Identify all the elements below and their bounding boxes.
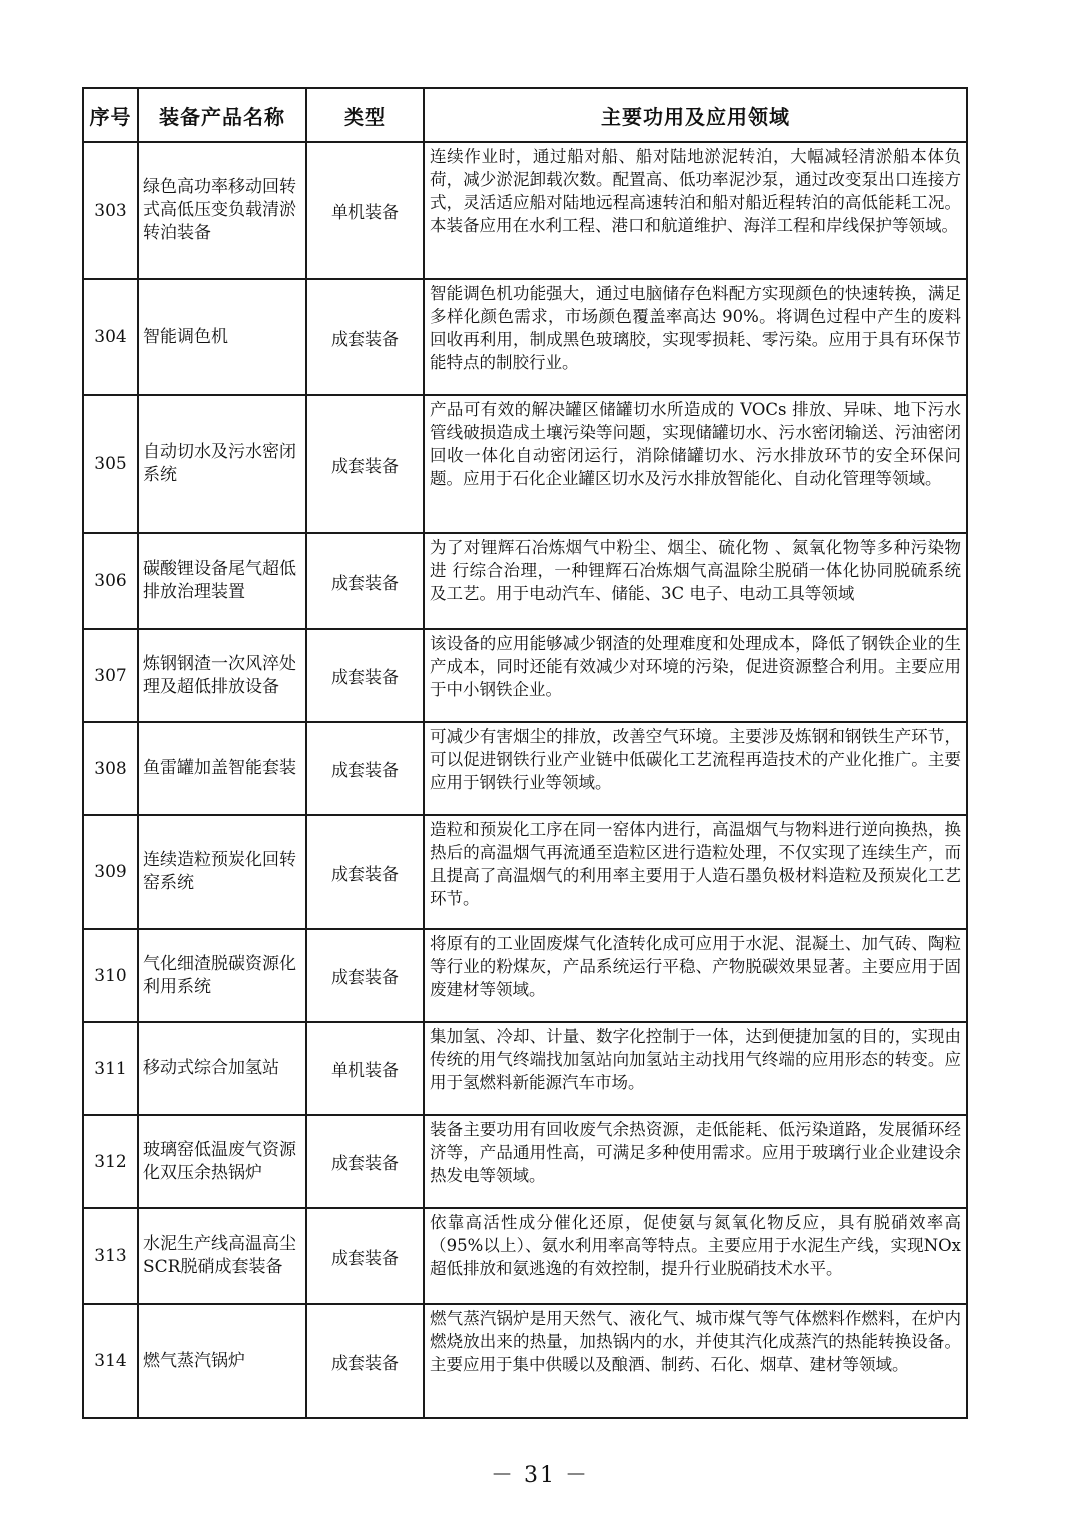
table-row bbox=[83, 1022, 967, 1115]
row-type: 单机装备 bbox=[306, 142, 424, 279]
page-number: － 31 － bbox=[491, 1463, 589, 1488]
row-seq: 312 bbox=[83, 1115, 138, 1208]
table-row bbox=[83, 279, 967, 395]
row-desc: 将原有的工业固废煤气化渣转化成可应用于水泥、混凝土、加气砖、陶粒等行业的粉煤灰，产品系统运行平稳、产物脱碳效果显著。主要应用于固废建材等领域。 bbox=[424, 929, 967, 1022]
row-type: 成套装备 bbox=[306, 1208, 424, 1304]
row-seq: 306 bbox=[83, 533, 138, 629]
equipment-table bbox=[82, 87, 968, 1419]
table-row bbox=[83, 142, 967, 279]
row-desc: 该设备的应用能够减少钢渣的处理难度和处理成本，降低了钢铁企业的生产成本，同时还能有效减少对环境的污染，促进资源整合利用。主要应用于中小钢铁企业。 bbox=[424, 629, 967, 722]
row-name: 连续造粒预炭化回转窑系统 bbox=[138, 815, 306, 929]
header-type: 类型 bbox=[306, 88, 424, 142]
row-seq: 314 bbox=[83, 1304, 138, 1418]
row-desc: 造粒和预炭化工序在同一窑体内进行，高温烟气与物料进行逆向换热，换热后的高温烟气再流通至造粒区进行造粒处理，不仅实现了连续生产，而且提高了高温烟气的利用率主要用于人造石墨负极材料造粒及预炭化工艺环节。 bbox=[424, 815, 967, 929]
row-desc: 装备主要功用有回收废气余热资源，走低能耗、低污染道路，发展循环经济等，产品通用性高，可满足多种使用需求。应用于玻璃行业企业建设余热发电等领域。 bbox=[424, 1115, 967, 1208]
row-seq: 304 bbox=[83, 279, 138, 395]
row-name: 气化细渣脱碳资源化利用系统 bbox=[138, 929, 306, 1022]
table-row bbox=[83, 1208, 967, 1304]
row-type: 成套装备 bbox=[306, 722, 424, 815]
table-header-row bbox=[83, 88, 967, 142]
row-desc: 智能调色机功能强大，通过电脑储存色料配方实现颜色的快速转换，满足多样化颜色需求，市场颜色覆盖率高达 90%。将调色过程中产生的废料回收再利用，制成黑色玻璃胶，实现零损耗、零污染。应用于具有环保节能特点的制胶行业。 bbox=[424, 279, 967, 395]
row-desc: 可减少有害烟尘的排放，改善空气环境。主要涉及炼钢和钢铁生产环节，可以促进钢铁行业产业链中低碳化工艺流程再造技术的产业化推广。主要应用于钢铁行业等领域。 bbox=[424, 722, 967, 815]
row-type: 成套装备 bbox=[306, 533, 424, 629]
row-name: 绿色高功率移动回转式高低压变负载清淤转泊装备 bbox=[138, 142, 306, 279]
row-type: 单机装备 bbox=[306, 1022, 424, 1115]
row-type: 成套装备 bbox=[306, 279, 424, 395]
row-desc: 为了对锂辉石冶炼烟气中粉尘、烟尘、硫化物 、氮氧化物等多种污染物进 行综合治理，一种锂辉石冶炼烟气高温除尘脱硝一体化协同脱硫系统及工艺。用于电动汽车、储能、3C 电子、电动工具等领域 bbox=[424, 533, 967, 629]
table-row bbox=[83, 629, 967, 722]
row-seq: 307 bbox=[83, 629, 138, 722]
row-seq: 313 bbox=[83, 1208, 138, 1304]
table-row bbox=[83, 395, 967, 533]
row-seq: 303 bbox=[83, 142, 138, 279]
row-type: 成套装备 bbox=[306, 1115, 424, 1208]
row-desc: 集加氢、冷却、计量、数字化控制于一体，达到便捷加氢的目的，实现由传统的用气终端找加氢站向加氢站主动找用气终端的应用形态的转变。应用于氢燃料新能源汽车市场。 bbox=[424, 1022, 967, 1115]
row-name: 水泥生产线高温高尘SCR脱硝成套装备 bbox=[138, 1208, 306, 1304]
row-name: 炼钢钢渣一次风淬处理及超低排放设备 bbox=[138, 629, 306, 722]
table-row bbox=[83, 722, 967, 815]
row-seq: 310 bbox=[83, 929, 138, 1022]
row-name: 智能调色机 bbox=[138, 279, 306, 395]
row-name: 碳酸锂设备尾气超低排放治理装置 bbox=[138, 533, 306, 629]
row-name: 自动切水及污水密闭系统 bbox=[138, 395, 306, 533]
row-desc: 燃气蒸汽锅炉是用天然气、液化气、城市煤气等气体燃料作燃料，在炉内燃烧放出来的热量，加热锅内的水，并使其汽化成蒸汽的热能转换设备。主要应用于集中供暖以及酿酒、制药、石化、烟草、建材等领域。 bbox=[424, 1304, 967, 1418]
table-row bbox=[83, 533, 967, 629]
header-desc: 主要功用及应用领域 bbox=[424, 88, 967, 142]
header-seq: 序号 bbox=[83, 88, 138, 142]
row-type: 成套装备 bbox=[306, 929, 424, 1022]
row-desc: 产品可有效的解决罐区储罐切水所造成的 VOCs 排放、异味、地下污水管线破损造成土壤污染等问题，实现储罐切水、污水密闭输送、污油密闭回收一体化自动密闭运行，消除储罐切水、污水排放环节的安全环保问题。应用于石化企业罐区切水及污水排放智能化、自动化管理等领域。 bbox=[424, 395, 967, 533]
row-type: 成套装备 bbox=[306, 815, 424, 929]
row-name: 移动式综合加氢站 bbox=[138, 1022, 306, 1115]
row-seq: 305 bbox=[83, 395, 138, 533]
row-type: 成套装备 bbox=[306, 395, 424, 533]
row-seq: 308 bbox=[83, 722, 138, 815]
row-desc: 连续作业时，通过船对船、船对陆地淤泥转泊，大幅减轻清淤船本体负荷，减少淤泥卸载次数。配置高、低功率泥沙泵，通过改变泵出口连接方式，灵活适应船对陆地远程高速转泊和船对船近程转泊的高低能耗工况。本装备应用在水利工程、港口和航道维护、海洋工程和岸线保护等领域。 bbox=[424, 142, 967, 279]
row-desc: 依靠高活性成分催化还原，促使氨与氮氧化物反应，具有脱硝效率高（95%以上）、氨水利用率高等特点。主要应用于水泥生产线，实现NOx超低排放和氨逃逸的有效控制，提升行业脱硝技术水平。 bbox=[424, 1208, 967, 1304]
table-row bbox=[83, 815, 967, 929]
table-row bbox=[83, 1115, 967, 1208]
table-row bbox=[83, 1304, 967, 1418]
row-type: 成套装备 bbox=[306, 1304, 424, 1418]
row-type: 成套装备 bbox=[306, 629, 424, 722]
header-name: 装备产品名称 bbox=[138, 88, 306, 142]
row-name: 鱼雷罐加盖智能套装 bbox=[138, 722, 306, 815]
table-row bbox=[83, 929, 967, 1022]
row-seq: 311 bbox=[83, 1022, 138, 1115]
row-name: 玻璃窑低温废气资源化双压余热锅炉 bbox=[138, 1115, 306, 1208]
row-seq: 309 bbox=[83, 815, 138, 929]
row-name: 燃气蒸汽锅炉 bbox=[138, 1304, 306, 1418]
